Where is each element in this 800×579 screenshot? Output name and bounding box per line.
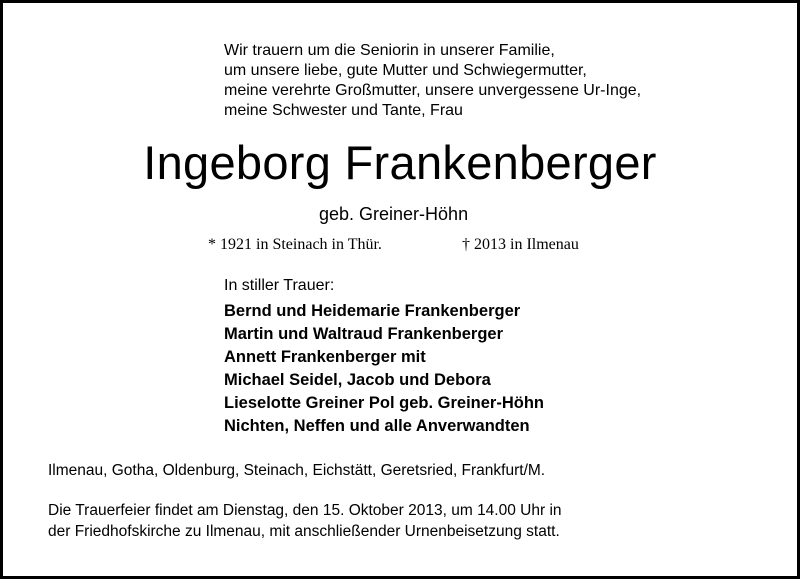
deceased-name: Ingeborg Frankenberger bbox=[143, 136, 657, 189]
mourner: Michael Seidel, Jacob und Debora bbox=[224, 371, 491, 389]
intro-line: um unsere liebe, gute Mutter und Schwiegermutter, bbox=[224, 62, 587, 79]
mourner: Lieselotte Greiner Pol geb. Greiner-Höhn bbox=[224, 394, 544, 412]
death-date: † 2013 in Ilmenau bbox=[462, 236, 579, 253]
service-info bbox=[48, 500, 562, 542]
birth-date: * 1921 in Steinach in Thür. bbox=[208, 236, 382, 253]
intro-line: meine Schwester und Tante, Frau bbox=[224, 102, 463, 119]
intro-line: meine verehrte Großmutter, unsere unvergessene Ur-Inge, bbox=[224, 82, 642, 99]
mourners-list bbox=[224, 300, 544, 438]
mourner: Martin und Waltraud Frankenberger bbox=[224, 325, 504, 343]
intro-text bbox=[224, 41, 641, 121]
service-line: der Friedhofskirche zu Ilmenau, mit anschließender Urnenbeisetzung statt. bbox=[48, 523, 560, 540]
places-line: Ilmenau, Gotha, Oldenburg, Steinach, Eichstätt, Geretsried, Frankfurt/M. bbox=[48, 462, 546, 479]
intro-line: Wir trauern um die Seniorin in unserer Familie, bbox=[224, 42, 555, 59]
mourner: Bernd und Heidemarie Frankenberger bbox=[224, 302, 521, 320]
mourning-line: In stiller Trauer: bbox=[224, 277, 335, 294]
service-line: Die Trauerfeier findet am Dienstag, den 15. Oktober 2013, um 14.00 Uhr in bbox=[48, 502, 562, 519]
mourner: Annett Frankenberger mit bbox=[224, 348, 426, 366]
mourner: Nichten, Neffen und alle Anverwandten bbox=[224, 417, 530, 435]
birth-name: geb. Greiner-Höhn bbox=[319, 204, 469, 224]
